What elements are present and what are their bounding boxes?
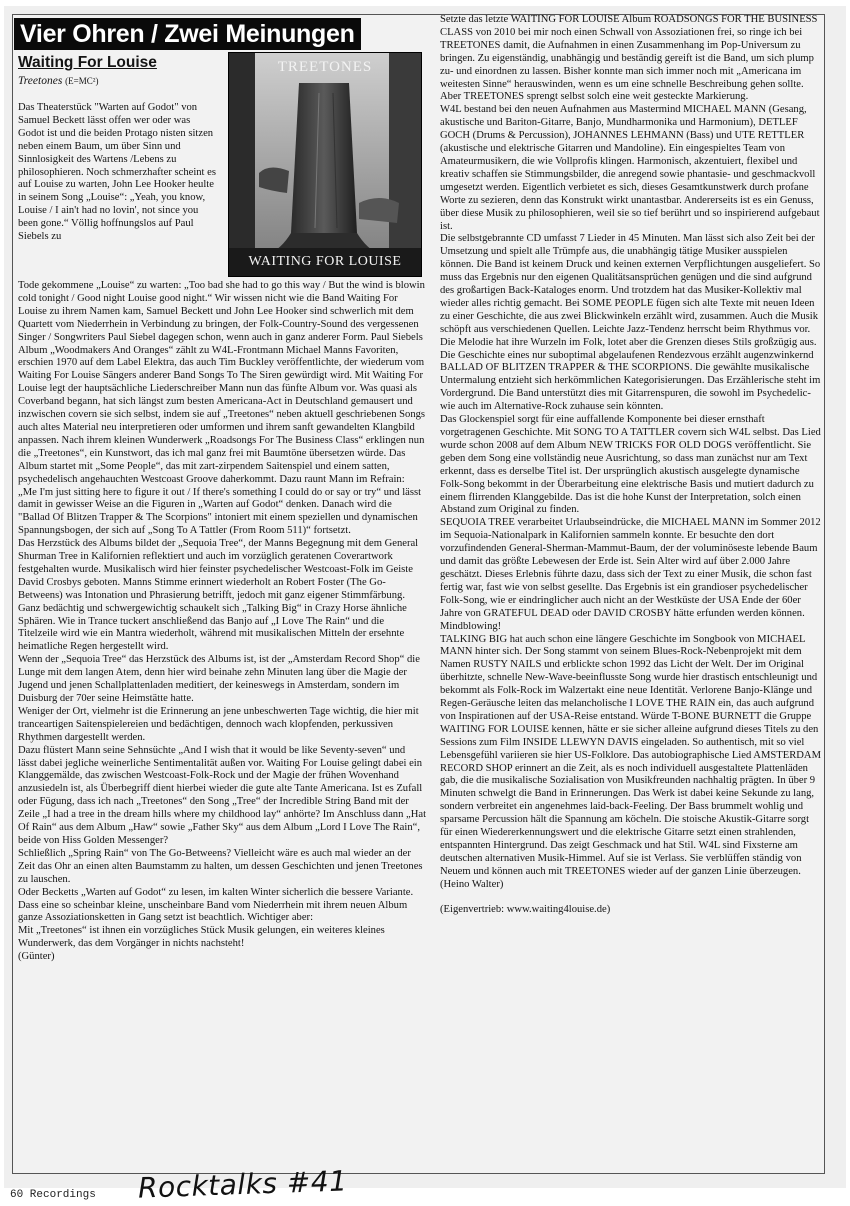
right-column bbox=[440, 14, 823, 1172]
right-paragraph: SEQUOIA TREE verarbeitet Urlaubseindrücke, die MICHAEL MANN im Sommer 2012 im Sequoia-Nationalpark in Kalifornien sammeln konnte. Er besuchte den dort vorzufindenden General-Sherman-Mammut-Baum, der der voluminöseste lebende Baum und damit das größte Lebewesen der Erde ist. Sein Alter wird auf über 2.000 Jahre geschätzt. Dieses Erlebnis führte dazu, dass sich der Text zu einer Musik, die schon fast fertig war, fast wie von selbst gesellte. Das Ergebnis ist ein grandioser psychedelischer Folk-Song, wie er eindringlicher auch nicht an der Westküste der USA Ende der 60er Jahre von GRATEFUL DEAD oder DAVID CROSBY hätte erfunden werden können. Mindblowing! bbox=[440, 517, 821, 632]
left-column bbox=[18, 52, 426, 1172]
left-paragraph: Oder Becketts „Warten auf Godot“ zu lesen, im kalten Winter sicherlich die bessere Variante. bbox=[18, 886, 414, 898]
review-intro-text: Das Theaterstück "Warten auf Godot" von Samuel Beckett lässt offen wer oder was Godot ist und die beiden Protago nisten sitzen neben einem Baum, um über Sinn und Sinnlosigkeit des Wartens /Lebens zu philosophieren. Noch schmerzhafter scheint es auf Louise zu warten, John Lee Hooker heulte in seinem Song „Louise“: „Yeah, you know, Louise / I ain't had no lovin', not since you been gone.“ Völlig hoffnungslos auf Paul Siebels zu bbox=[18, 102, 216, 243]
record-label: (E=MC²) bbox=[65, 76, 99, 86]
section-banner: Vier Ohren / Zwei Meinungen bbox=[14, 18, 361, 50]
contact-info: (Eigenvertrieb: www.waiting4louise.de) bbox=[440, 903, 611, 915]
right-paragraph: W4L bestand bei den neuen Aufnahmen aus Mastermind MICHAEL MANN (Gesang, akustische und Bariton-Gitarre, Banjo, Mundharmonika und Harmonium), DETLEF GOCH (Drums & Percussion), JOHANNES LEHMANN (Bass) und UTE RETTLER (akustische und elektrische Gitarren und Mandoline). Ein eingespieltes Team von Amateurmusikern, die wie Vollprofis klingen. Harmonisch, akzentuiert, flexibel und kreativ schaffen sie Stimmungsbilder, die anregend sowie phantasie- und geschmackvoll umgesetzt werden. Eigentlich verbietet es sich, dieses Gesamtkunstwerk durch profane Worte zu sezieren, denn das Konstrukt wirkt unantastbar. Andererseits ist es ein Genuss, über diese Musik zu philosophieren, weil sie so tief berührt und so inspirierend aufgebaut ist. bbox=[440, 104, 820, 232]
cover-album-title: WAITING FOR LOUISE bbox=[248, 254, 402, 269]
left-review-body bbox=[18, 280, 426, 964]
left-paragraph: Das Herzstück des Albums bildet der „Sequoia Tree“, der Manns Begegnung mit dem General Shurman Tree in Kalifornien reflektiert und auch im vorzüglich geratenen Coverartwork festgehalten wurde. Musikalisch wird hier feinster psychedelischer Westcoast-Folk im Geiste David Crosbys geboten. Manns Stimme erinnert wiederholt an Robert Foster (The Go-Betweens) was Intonation und Phrasierung betrifft, jedoch mit ganz eigener Stimmfärbung. Ganz bedächtig und schwergewichtig schaukelt sich „Talking Big“ in Crazy Horse ähnliche Sphären. Wie in Trance tuckert anschließend das Banjo auf „I Love The Rain“ und die Titelzeile wird wie ein Mantra wiederholt, während mit musikalischen Mitteln der ersehnte heimatliche Regen hergestellt wird. bbox=[18, 538, 419, 653]
artist-name: Treetones bbox=[18, 75, 63, 87]
right-paragraph: TALKING BIG hat auch schon eine längere Geschichte im Songbook von MICHAEL MANN hinter sich. Der Song stammt von seinem Blues-Rock-Nebenprojekt mit dem Namen RUSTY NAILS und erblickte schon 1992 das Licht der Welt. Der im Original überhitzte, schnelle New-Wave-beeinflusste Song wurde hier drastisch entschleunigt und bekommt als Folk-Rock im Walzertakt eine neue Identität. Verlorene Banjo-Klänge und Regen-Geräusche leiten das melancholische I LOVE THE RAIN ein, das auch aufgrund von Inspirationen auf der USA-Reise entstand. Würde T-BONE BURNETT die Gruppe WAITING FOR LOUISE kennen, hätte er sie sicher alleine aufgrund dieses Titels zu den Sessions zum Film INSIDE LLEWYN DAVIS eingeladen. So authentisch, mit so viel Lebensgefühl variieren sie hier US-Folklore. Das autobiographische Lied AMSTERDAM RECORD SHOP erinnert an die Zeit, als es noch individuell ausgestaltete Plattenläden gab, die die musikalische Sozialisation von Musikfreunden nachhaltig prägten. In über 9 Minuten schwelgt die Band in Erinnerungen. Das Werk ist dabei keine Sekunde zu lang, sondern verbreitet ein angenehmes laid-back-Feeling. Der Bass brummelt wohlig und sparsame Percussion hält die Spannung am köcheln. Die stoische Akustik-Gitarre sorgt für einen Wiedererkennungswert und die elektrische Gitarre setzt einen strahlenden, entspannten Hintergrund. Das zeigt Geschmack und hat Stil. W4L sind Fixsterne am deutschen alternativen Musik-Himmel. Auf sie ist Verlass. Sie verblüffen ständig von Neuem und können auch mit TREETONES wieder auf der ganzen Linie überzeugen. (Heino Walter) bbox=[440, 633, 821, 890]
left-paragraph: Mit „Treetones“ ist ihnen ein vorzügliches Stück Musik gelungen, ein weiteres kleines Wunderwerk, das dem Vorgänger in nichts nachsteht! bbox=[18, 925, 385, 950]
left-paragraph: Tode gekommene „Louise“ zu warten: „Too bad she had to go this way / But the wind is blowin cold tonight / Good night Louise good night.“ Wir wissen nicht wie die Band Waiting For Louise zu ihrem Namen kam, Samuel Beckett und John Lee Hooker sind schwerlich mit dem Quartett vom Niederrhein in Verbindung zu bringen, der Folk-Country-Sound des vergessenen Singer / Songwriters Paul Siebel dagegen schon, wenn auch in ganz anderer Form. Paul Siebels Album „Woodmakers And Oranges“ zählt zu W4L-Frontmann Michael Manns Favoriten, erschien 1970 auf dem Label Elektra, das auch Tim Buckley veröffentlichte, der wiederum vom Waiting For Louise Sängers anderer Band Songs To The Siren gewürdigt wird. Mit Waiting For Louise legt der hauptsächliche Liederschreiber Mann nun das fünfte Album vor. Was quasi als Coverband begann, hat sich längst zum besten Americana-Act in Deutschland gemausert und inzwischen covern sie sich selbst, indem sie auf „Treetones“ neben aktuell geschriebenen Songs auch altes Material neu interpretieren oder umformen und ihrem sanft gewandelten Klangbild anpassen. Nach ihrem kleinen Wunderwerk „Roadsongs For The Business Class“ erklingen nun die „Treetones“, ein Kunstwort, das ich mal ganz frei mit Baumtöne übersetzen würde. Das Album startet mit „Some People“, das mit zart-zirpendem Saitenspiel und einem satten, psychedelisch angehauchten Westcoast Groove daherkommt. Dazu raunt Mann im Refrain: „Me I'm just sitting here to figure it out / If there's something I could do or say or try“ und lässt damit in gewisser Weise an die Figuren in „Warten auf Godot“ denken. Danach wird die "Ballad Of Blitzen Trapper & The Scorpions" intoniert mit einem speziellen und dynamischen Spannungsbogen, der sich auf „Song To A Tattler (From Room 511)“ fortsetzt. bbox=[18, 280, 426, 537]
left-paragraph: Weniger der Ort, vielmehr ist die Erinnerung an jene unbeschwerten Tage wichtig, die hier mit tranceartigen Saitenspielereien und bedächtigen, dennoch wach klopfenden, perkussiven Rhythmen dargestellt werden. bbox=[18, 705, 419, 743]
reviewer-signature: (Günter) bbox=[18, 951, 55, 963]
cover-band-name: TREETONES bbox=[277, 59, 373, 75]
right-paragraph: Setzte das letzte WAITING FOR LOUISE Album ROADSONGS FOR THE BUSINESS CLASS von 2010 bei mir noch einen Schwall von Assoziationen frei, so ringe ich bei TREETONES damit, die Aufnahmen in einen Zusammenhang im Pop-Universum zu bringen. Zu eigenständig, unabhängig und beständig gereift ist die Band, um sich plump zu- und einordnen zu lassen. Bisher konnte man sich immer noch mit „Americana im weitesten Sinne“ herauswinden, wenn es um eine schnelle Beschreibung gehen sollte. Aber TREETONES sprengt selbst solch eine weit gesteckte Markierung. bbox=[440, 14, 818, 103]
review-title: Waiting For Louise bbox=[18, 54, 157, 71]
album-cover bbox=[228, 52, 422, 277]
sequoia-tree-image bbox=[229, 53, 421, 276]
left-paragraph: Wenn der „Sequoia Tree“ das Herzstück des Albums ist, ist der „Amsterdam Record Shop“ die Lunge mit dem langen Atem, denn hier wird beinahe zehn Minuten lang über die Magie der Jugend und jenen Schallplattenladen meditiert, der keineswegs in Amsterdam, sondern im Duisburg der 70er seine Heimstätte hatte. bbox=[18, 654, 420, 704]
left-paragraph: Schließlich „Spring Rain“ von The Go-Betweens? Vielleicht wäre es auch mal wieder an der Zeit das Ohr an einen alten Baumstamm zu halten, um dessen Geschichten und jenen Treetones zu lauschen. bbox=[18, 847, 423, 885]
page-number-label: 60 Recordings bbox=[10, 1189, 96, 1201]
right-paragraph: Die Geschichte eines nur suboptimal abgelaufenen Rendezvous erzählt augenzwinkernd BALLAD OF BLITZEN TRAPPER & THE SCORPIONS. Die gewählte musikalische Untermalung entzieht sich herkömmlichen Kategorisierungen. Das Erzählerische steht im Vordergrund. Die Band unterstützt dies mit Gitarrenspuren, die sowohl im Psychedelic- wie auch im Alternative-Rock zuhause sein könnten. bbox=[440, 349, 821, 413]
handwritten-note: Rocktalks #41 bbox=[137, 1164, 348, 1205]
right-paragraph: Das Glockenspiel sorgt für eine auffallende Komponente bei dieser ernsthaft vorgetragenen Geschichte. Mit SONG TO A TATTLER covern sich W4L selbst. Das Lied wurde schon 2008 auf dem Album NEW TRICKS FOR OLD DOGS veröffentlicht. Sie geben dem Song eine vollständig neue Ausrichtung, so dass man zunächst nur am Text erkennt, dass es derselbe Titel ist. Der ursprünglich akustisch ausgelegte dynamische Folk-Song bekommt in der Überarbeitung eine elektrische Basis und mutiert dadurch zu einem flirrenden Klanggebilde. Das ist die hohe Kunst der Interpretation, solch einen Abstand zum Original zu finden. bbox=[440, 414, 821, 516]
left-paragraph: Dazu flüstert Mann seine Sehnsüchte „And I wish that it would be like Seventy-seven“ und lässt dabei jegliche weinerliche Sentimentalität außen vor. Waiting For Louise gelingt dabei ein Klanggemälde, das zwischen Westcoast-Folk-Rock und der Magie der frühen Wovenhand anzusiedeln ist, als Überbegriff dient hierbei wieder die gute alte Tante Americana. Ist es Zufall oder Fügung, dass ich nach „Treetones“ den Song „Tree“ der Incredible String Band mit der Zeile „I had a tree in the dream hills where my childhood lay“ anhörte? Im Anschluss dann „Hat Of Rain“ aus dem Album „Haw“ sowie „Father Sky“ aus dem Album „Lord I Love The Rain“, beide von Hiss Golden Messenger? bbox=[18, 744, 426, 846]
right-paragraph: Die selbstgebrannte CD umfasst 7 Lieder in 45 Minuten. Man lässt sich also Zeit bei der Umsetzung und spielt alle Trümpfe aus, die unabhängig tätige Musiker ausspielen können. Die Band ist keinem Druck und keinen externen Verpflichtungen ausgeliefert. So muss das Ergebnis nur den eigenen Qualitätsansprüchen genügen und die sind aufgrund des großartigen Back-Kataloges enorm. Und trotzdem hat das Musiker-Kollektiv mal wieder alles richtig gemacht. Bei SOME PEOPLE fügen sich alte Texte mit neuen Ideen zu einer Geschichte, die aus zwei Blickwinkeln erzählt wird, zusammen. Auch die Musik schöpft aus verschiedenen Quellen. Leichte Jazz-Tendenz herrscht beim Rhythmus vor. Die Melodie hat ihre Wurzeln im Folk, lotet aber die Grenzen dieses Stils großzügig aus. bbox=[440, 233, 821, 348]
left-paragraph: Dass eine so scheinbar kleine, unscheinbare Band vom Niederrhein mit ihrem neuen Album ganze Assoziationsketten in Gang setzt ist beachtlich. Wichtiger aber: bbox=[18, 899, 408, 924]
